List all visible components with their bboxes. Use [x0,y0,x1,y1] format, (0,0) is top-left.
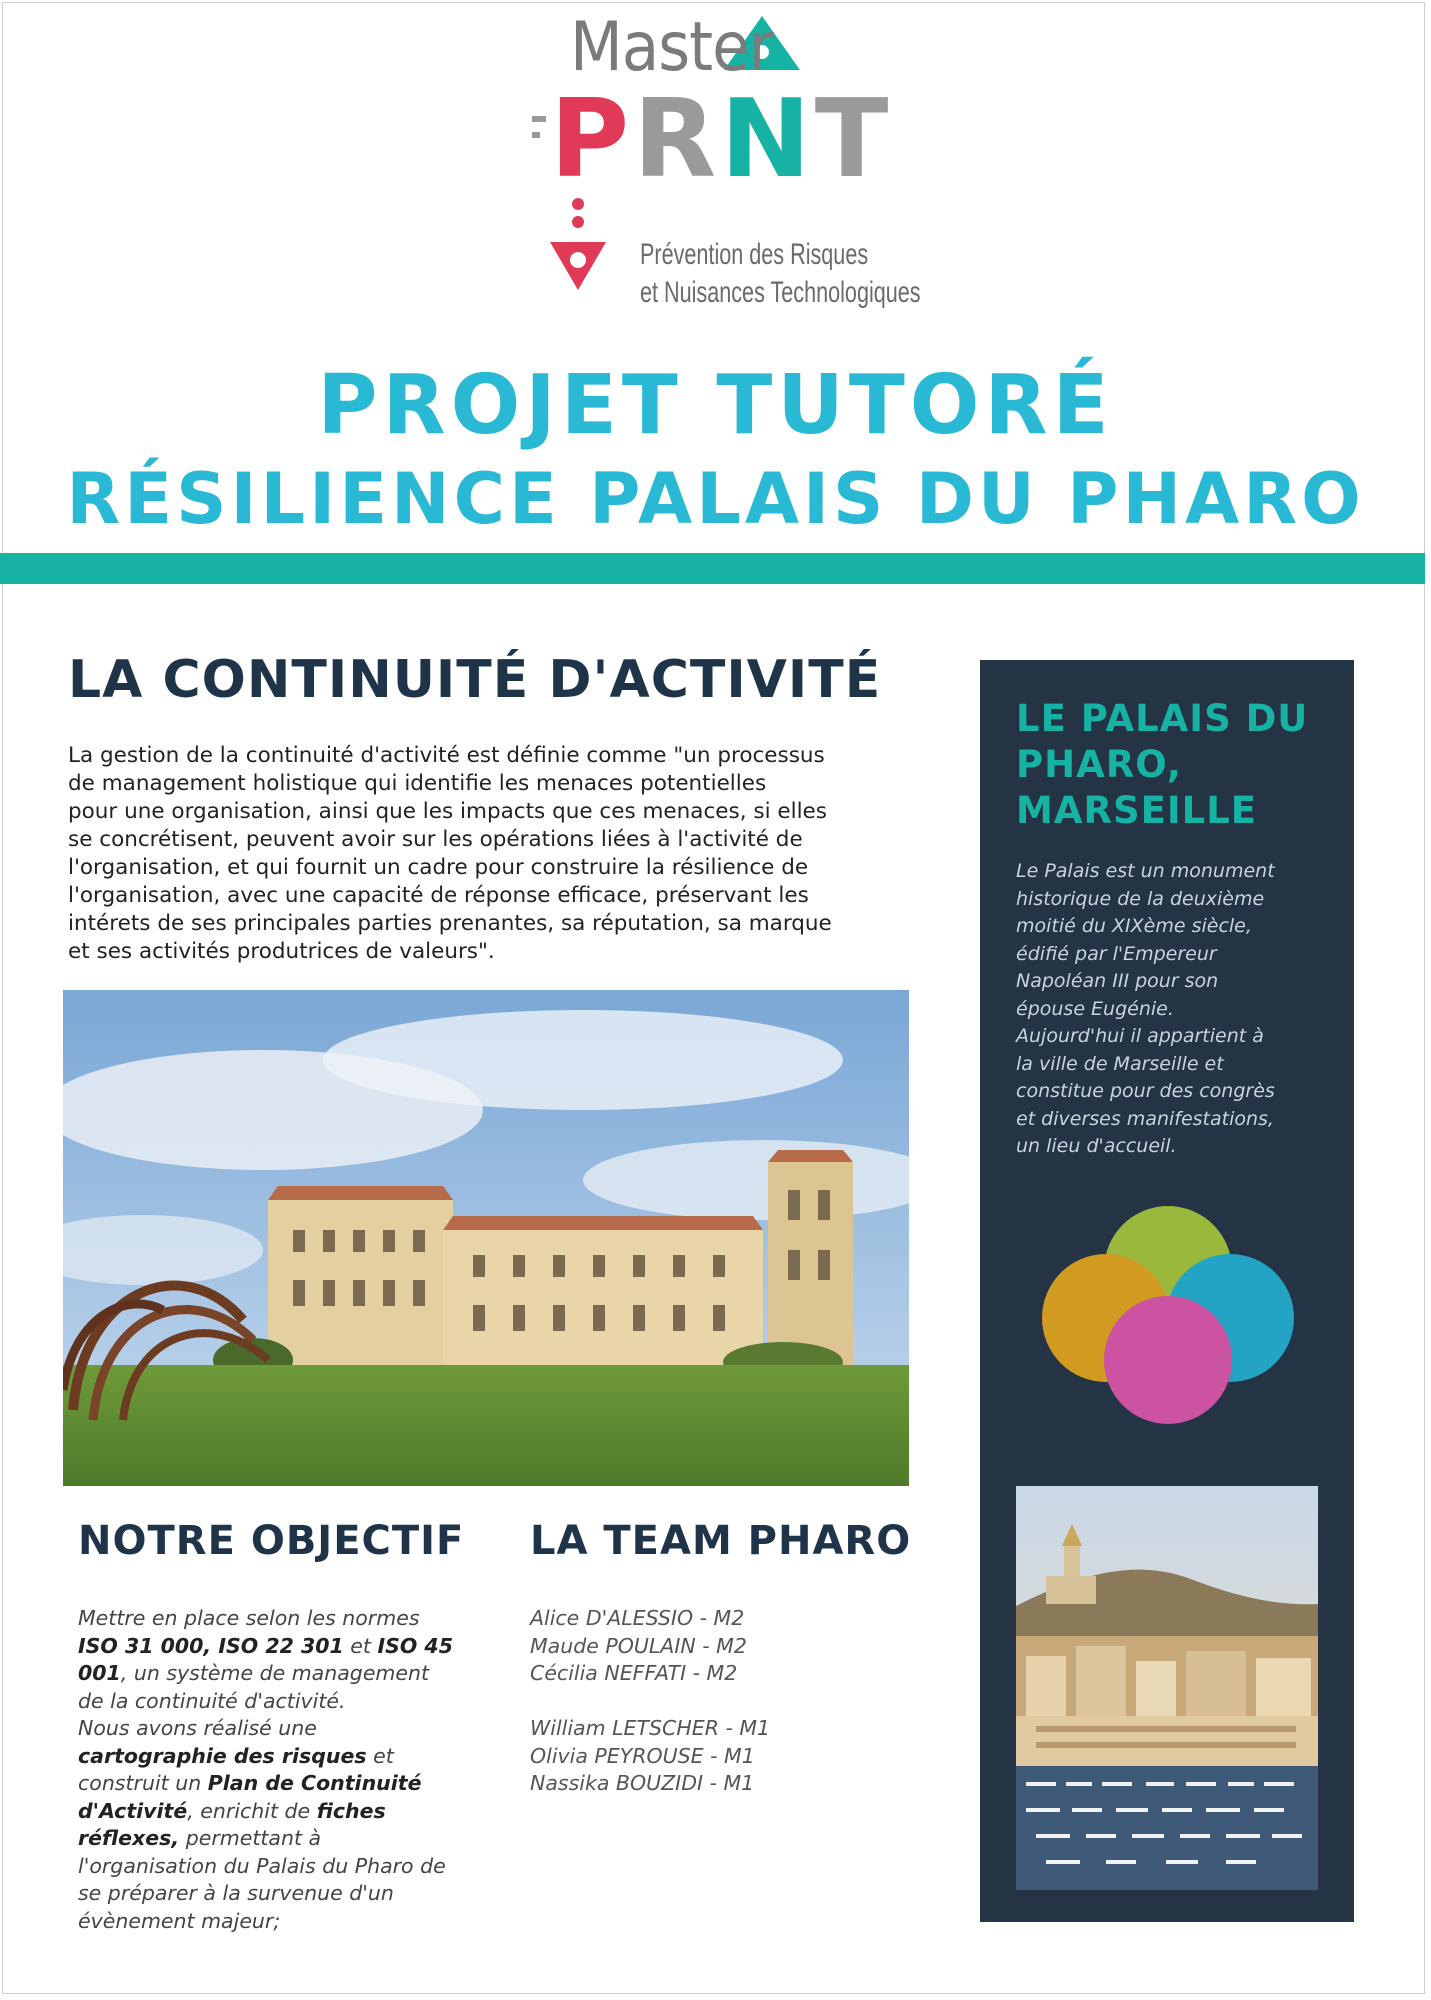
continuite-line: se concrétisent, peuvent avoir sur les opérations liées à l'activité de [68,827,803,852]
objectif-block-1 [78,1605,458,1715]
objectif-heading: NOTRE OBJECTIF [78,1518,465,1564]
continuite-heading: LA CONTINUITÉ D'ACTIVITÉ [68,650,882,710]
team-member: Nassika BOUZIDI - M1 [530,1771,755,1795]
objectif-text: permettant à l'organisation du Palais du Pharo de se préparer à la survenue d'un évènement majeur; [78,1826,446,1933]
sidebar-text-line: historique de la deuxième [1016,887,1265,910]
palais-sidebar [980,660,1354,1922]
teal-divider [0,553,1425,584]
sidebar-text-line: moitié du XIXème siècle, [1016,915,1252,937]
sidebar-text-line: Le Palais est un monument [1016,860,1275,882]
continuite-paragraph [68,742,910,966]
page-title: PROJET TUTORÉ [317,358,1114,453]
sidebar-text-line: constitue pour des congrès [1016,1080,1275,1102]
fiches-reflexes: fiches réflexes, [78,1798,386,1850]
continuite-line: La gestion de la continuité d'activité est définie comme "un processus [68,743,825,768]
iso-31000: ISO 31 000 [78,1633,204,1658]
continuite-line: de management holistique qui identifie les menaces potentielles [68,771,767,796]
sidebar-title-line: LE PALAIS DU [1016,697,1309,740]
continuite-line: pour une organisation, ainsi que les impacts que ces menaces, si elles [68,799,827,824]
venn-circles-icon [1038,1200,1298,1430]
team-member: Cécilia NEFFATI - M2 [530,1661,738,1685]
sidebar-title-line: PHARO, [1016,743,1182,786]
continuite-line: et ses activités produtrices de valeurs". [68,939,495,964]
objectif-text: Mettre en place selon les normes [78,1606,420,1630]
page-subtitle: RÉSILIENCE PALAIS DU PHARO [66,458,1365,540]
objectif-text: et construit un [78,1743,394,1795]
continuite-line: l'organisation, avec une capacité de réponse efficace, préservant les [68,883,809,908]
logo-subtitle-line2: et Nuisances Technologiques [640,276,921,309]
cartographie-risques: cartographie des risques [78,1743,367,1768]
objectif-separator: , [203,1633,219,1658]
sidebar-text-line: Napoléan III pour son [1016,970,1219,992]
sidebar-text-line: un lieu d'accueil. [1016,1135,1177,1157]
continuite-line: intérets de ses principales parties prenantes, sa réputation, sa marque [68,911,832,936]
sidebar-text-line: et diverses manifestations, [1016,1107,1274,1130]
iso-45001: ISO 45 001 [78,1633,453,1685]
sidebar-text-line: la ville de Marseille et [1016,1052,1224,1075]
team-member: Alice D'ALESSIO - M2 [530,1606,745,1630]
logo-letter-n: N [720,77,815,202]
objectif-text: Nous avons réalisé une [78,1716,317,1740]
sidebar-description [1016,858,1326,1161]
logo-letter-r: R [633,77,721,202]
iso-22301: ISO 22 301 [218,1633,344,1658]
sidebar-text-line: épouse Eugénie. [1016,997,1174,1020]
sidebar-title-line: MARSEILLE [1016,789,1258,832]
logo-subtitle [640,236,921,312]
sidebar-text-line: Aujourd'hui il appartient à [1016,1025,1264,1047]
objectif-text: , un système de management de la continuité d'activité. [78,1661,430,1713]
objectif-text: , enrichit de [187,1798,317,1823]
logo-prnt-letters [550,77,893,202]
objectif-text: et [343,1633,378,1658]
team-heading: LA TEAM PHARO [530,1518,912,1564]
master-prnt-logo [530,8,950,318]
logo-letter-p: P [550,77,634,202]
plan-continuite: Plan de Continuité d'Activité [78,1771,422,1823]
palais-du-pharo-photo [63,990,909,1486]
logo-letter-t: T [814,77,893,202]
team-member: Maude POULAIN - M2 [530,1633,747,1658]
continuite-line: l'organisation, et qui fournit un cadre pour construire la résilience de [68,855,809,880]
sidebar-text-line: édifié par l'Empereur [1016,942,1217,965]
objectif-block-2 [78,1715,458,1935]
logo-master-text: Master [570,8,773,87]
objectif-paragraph [78,1605,458,1935]
logo-subtitle-line1: Prévention des Risques [640,238,869,271]
sidebar-title [1016,696,1336,834]
team-member: William LETSCHER - M1 [530,1716,771,1740]
team-member: Olivia PEYROUSE - M1 [530,1743,755,1768]
marseille-port-photo [1016,1486,1318,1890]
team-list [530,1605,850,1798]
